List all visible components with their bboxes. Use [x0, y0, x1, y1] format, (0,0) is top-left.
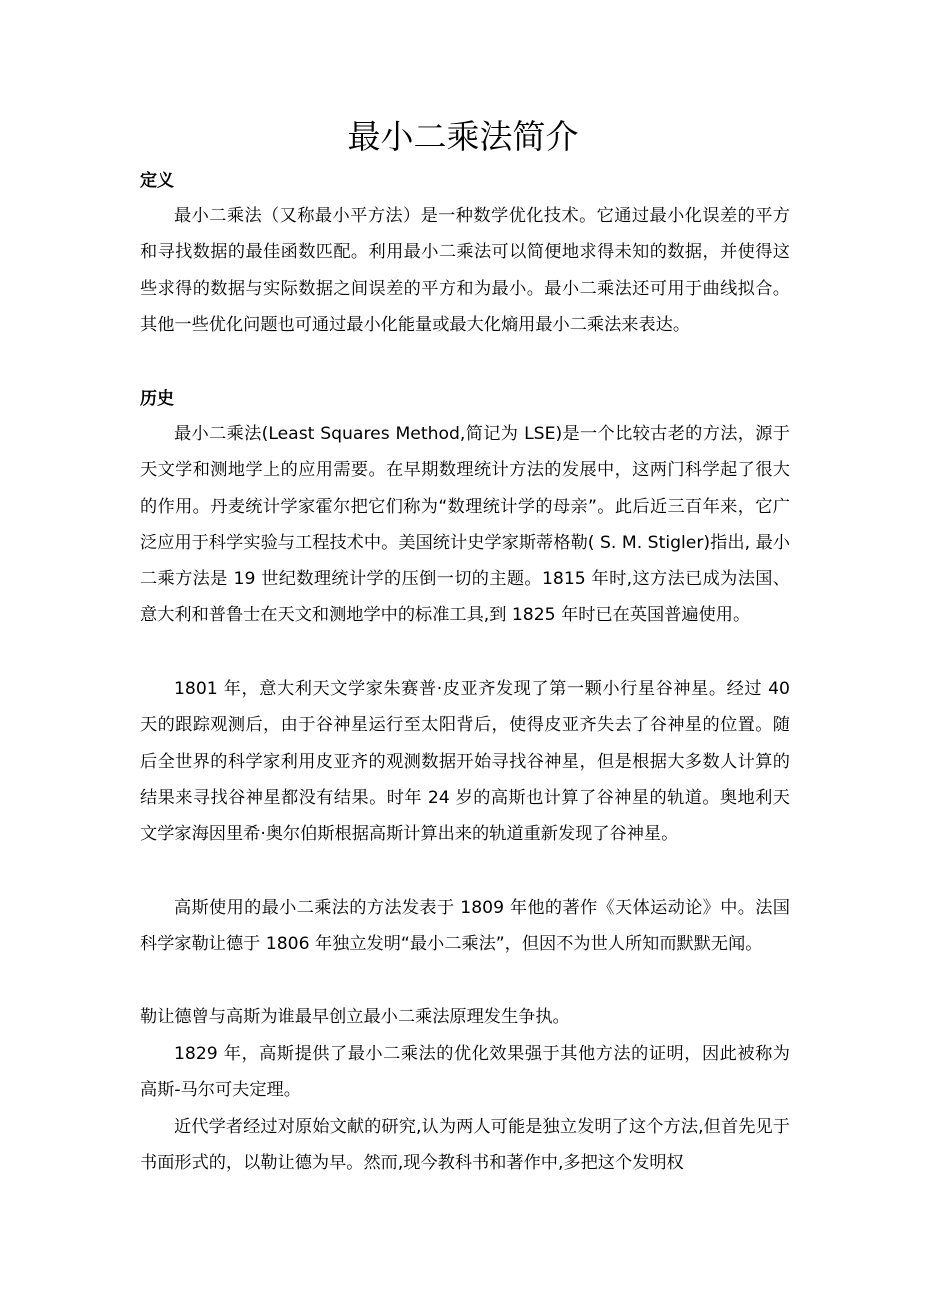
- section-heading-history: 历史: [140, 389, 174, 409]
- history-paragraph-6: 近代学者经过对原始文献的研究,认为两人可能是独立发明了这个方法,但首先见于书面形式的，以勒让德为早。然而,现今教科书和著作中,多把这个发明权: [140, 1117, 790, 1174]
- section-heading-definition: 定义: [140, 171, 174, 191]
- document-title: 最小二乘法简介: [347, 117, 579, 156]
- definition-paragraph: 最小二乘法（又称最小平方法）是一种数学优化技术。它通过最小化误差的平方和寻找数据的最佳函数匹配。利用最小二乘法可以简便地求得未知的数据，并使得这些求得的数据与实际数据之间误差的平方和为最小。最小二乘法还可用于曲线拟合。其他一些优化问题也可通过最小化能量或最大化熵用最小二乘法来表达。: [140, 206, 790, 335]
- history-paragraph-4: 勒让德曾与高斯为谁最早创立最小二乘法原理发生争执。: [140, 1007, 570, 1027]
- history-paragraph-1: 最小二乘法(Least Squares Method,简记为 LSE)是一个比较古老的方法，源于天文学和测地学上的应用需要。在早期数理统计方法的发展中，这两门科学起了很大的作用。丹麦统计学家霍尔把它们称为“数理统计学的母亲”。此后近三百年来，它广泛应用于科学实验与工程技术中。美国统计史学家斯蒂格勒( S. M. Stigler)指出, 最小二乘方法是 19 世纪数理统计学的压倒一切的主题。1815 年时,这方法已成为法国、意大利和普鲁士在天文和测地学中的标准工具,到 1825 年时已在英国普遍使用。: [140, 424, 790, 626]
- history-paragraph-3: 高斯使用的最小二乘法的方法发表于 1809 年他的著作《天体运动论》中。法国科学家勒让德于 1806 年独立发明“最小二乘法”，但因不为世人所知而默默无闻。: [140, 898, 790, 955]
- history-paragraph-5: 1829 年，高斯提供了最小二乘法的优化效果强于其他方法的证明，因此被称为高斯-马尔可夫定理。: [140, 1044, 790, 1101]
- history-paragraph-2: 1801 年，意大利天文学家朱赛普·皮亚齐发现了第一颗小行星谷神星。经过 40 天的跟踪观测后，由于谷神星运行至太阳背后，使得皮亚齐失去了谷神星的位置。随后全世界的科学家利用皮亚齐的观测数据开始寻找谷神星，但是根据大多数人计算的结果来寻找谷神星都没有结果。时年 24 岁的高斯也计算了谷神星的轨道。奥地利天文学家海因里希·奥尔伯斯根据高斯计算出来的轨道重新发现了谷神星。: [140, 679, 790, 845]
